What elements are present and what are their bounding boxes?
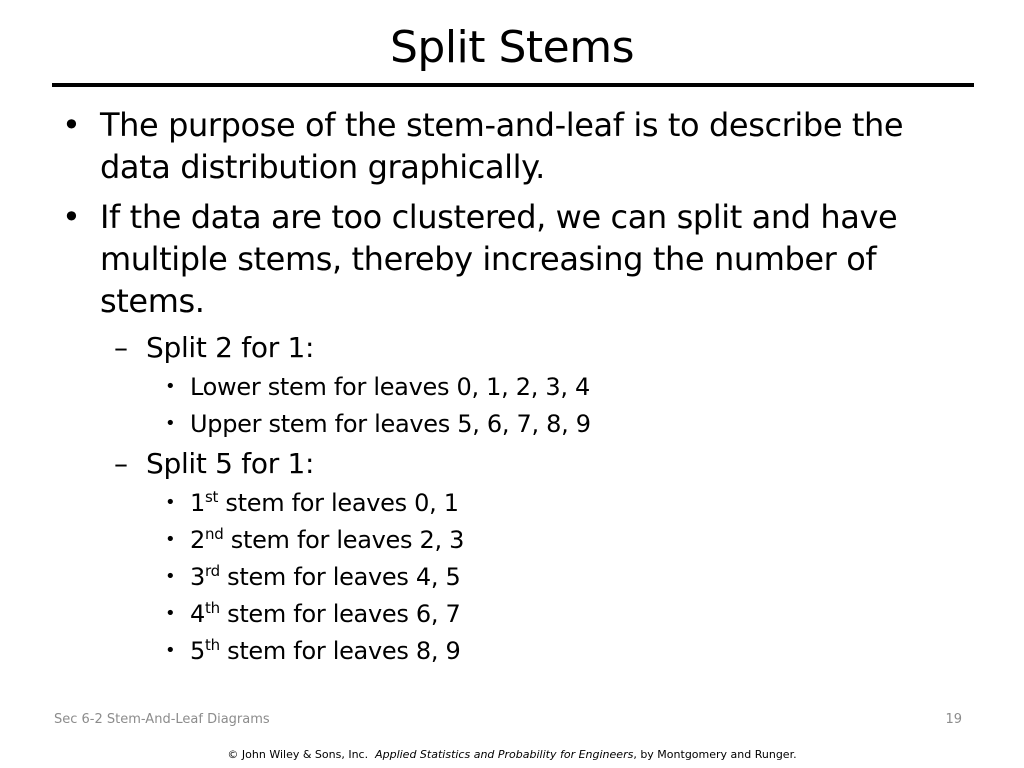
bullet-dot-icon: • (165, 529, 176, 550)
ordinal-suffix: th (204, 599, 220, 617)
ordinal-number: 3 (190, 563, 205, 591)
ordinal-suffix: rd (204, 562, 220, 580)
list-item-text: stem for leaves 6, 7 (219, 600, 461, 628)
list-item (0, 488, 1024, 518)
ordinal-suffix: nd (204, 525, 224, 543)
sub-bullet-text: Split 5 for 1: (146, 447, 315, 480)
ordinal-suffix: st (204, 488, 219, 506)
list-item (0, 636, 1024, 666)
bullet-text: The purpose of the stem-and-leaf is to describe the data distribution graphically. (100, 106, 904, 186)
bullet-text: If the data are too clustered, we can split and have multiple stems, thereby increasing the number of stems. (100, 198, 898, 320)
sub-bullet-split-5 (0, 446, 1024, 482)
list-item (0, 599, 1024, 629)
title-divider (52, 83, 974, 87)
list-item-text: Lower stem for leaves 0, 1, 2, 3, 4 (190, 373, 590, 401)
list-item-text: stem for leaves 8, 9 (219, 637, 461, 665)
dash-icon: – (114, 447, 128, 480)
sub-bullet-split-2 (0, 330, 1024, 366)
bullet-clustered (0, 196, 1024, 322)
sub-bullet-text: Split 2 for 1: (146, 331, 315, 364)
bullet-dot-icon: • (62, 198, 81, 236)
slide-content (0, 104, 1024, 673)
bullet-dot-icon: • (165, 603, 176, 624)
list-item (0, 525, 1024, 555)
bullet-dot-icon: • (165, 492, 176, 513)
copyright-notice (0, 748, 1024, 761)
list-item-text: Upper stem for leaves 5, 6, 7, 8, 9 (190, 410, 591, 438)
ordinal-number: 2 (190, 526, 205, 554)
list-item-text: stem for leaves 0, 1 (218, 489, 459, 517)
bullet-dot-icon: • (62, 106, 81, 144)
bullet-dot-icon: • (165, 640, 176, 661)
footer-section: Sec 6-2 Stem-And-Leaf Diagrams (54, 712, 270, 727)
list-item (0, 562, 1024, 592)
book-title: Applied Statistics and Probability for Engineers (375, 748, 634, 761)
slide-title: Split Stems (389, 22, 635, 73)
ordinal-number: 1 (190, 489, 205, 517)
ordinal-number: 4 (190, 600, 205, 628)
ordinal-suffix: th (204, 636, 220, 654)
dash-icon: – (114, 331, 128, 364)
bullet-dot-icon: • (165, 413, 176, 434)
list-item (0, 409, 1024, 439)
page-number: 19 (945, 712, 962, 727)
list-item-text: stem for leaves 2, 3 (223, 526, 465, 554)
bullet-purpose (0, 104, 1024, 188)
copyright-suffix: , by Montgomery and Runger. (633, 748, 797, 761)
ordinal-number: 5 (190, 637, 205, 665)
list-item-text: stem for leaves 4, 5 (219, 563, 461, 591)
bullet-dot-icon: • (165, 566, 176, 587)
copyright-prefix: © John Wiley & Sons, Inc. (227, 748, 376, 761)
list-item (0, 372, 1024, 402)
bullet-dot-icon: • (165, 376, 176, 397)
